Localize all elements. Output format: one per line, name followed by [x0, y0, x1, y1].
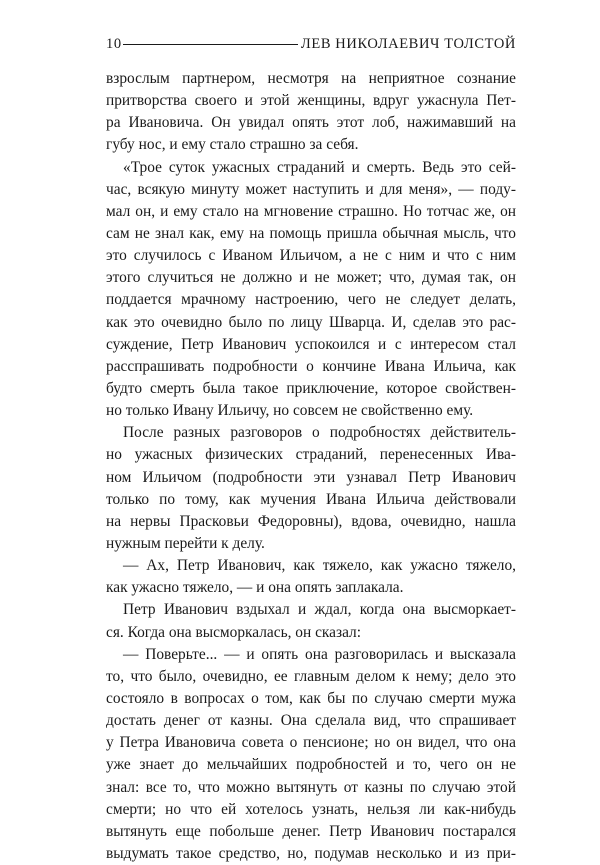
- text-line: поддается мрачному настроению, чего не следует делать,: [106, 291, 516, 309]
- text-line: ра Ивановича. Он увидал опять этот лоб, нажимавший на: [106, 114, 516, 132]
- text-line: взрослым партнером, несмотря на неприятное сознание: [106, 70, 516, 87]
- text-line: нужным перейти к делу.: [106, 534, 265, 552]
- text-line: состояло в вопросах о том, как бы по случаю смерти мужа: [106, 689, 516, 707]
- text-line: смерти; но что ей хотелось узнать, нельзя ли как-нибудь: [106, 800, 516, 818]
- text-line: достать денег от казны. Она сделала вид, что спрашивает: [106, 712, 516, 730]
- text-line: на нервы Прасковьи Федоровны), вдова, очевидно, нашла: [106, 512, 516, 530]
- text-line: будто смерть была такое приключение, которое свойствен-: [106, 379, 516, 397]
- text-line: ном Ильичом (подробности эти узнавал Петр Иванович: [106, 468, 516, 486]
- body-text: [106, 68, 516, 865]
- text-line: как ужасно тяжело, — и она опять заплакала.: [106, 579, 404, 597]
- book-page: [106, 36, 516, 865]
- text-line: выдумать такое средство, но, подумав несколько и из при-: [106, 844, 516, 862]
- header-rule: [123, 44, 298, 45]
- text-line: сам не знал как, ему на помощь пришла обычная мысль, что: [106, 224, 516, 242]
- text-line: суждение, Петр Иванович успокоился и с интересом стал: [106, 335, 516, 353]
- text-line: но только Ивану Ильичу, но совсем не свойственно ему.: [106, 402, 474, 420]
- running-title: ЛЕВ НИКОЛАЕВИЧ ТОЛСТОЙ: [300, 36, 516, 52]
- text-line: как это очевидно было по лицу Шварца. И, сделав это рас-: [106, 313, 516, 331]
- text-line: уже знает до мельчайших подробностей и то, чего он не: [106, 756, 516, 774]
- text-line: то, что было, очевидно, ее главным делом к нему; дело это: [106, 667, 516, 685]
- text-line: вытянуть еще побольше денег. Петр Иванович постарался: [106, 822, 516, 840]
- text-line: — Поверьте... — и опять она разговорилась и высказала: [123, 645, 516, 663]
- text-line: ся. Когда она высморкалась, он сказал:: [106, 623, 361, 641]
- page-header: [106, 36, 516, 56]
- text-line: у Петра Ивановича совета о пенсионе; но он видел, что она: [106, 734, 516, 752]
- text-line: это случилось с Иваном Ильичом, а не с ним и что с ним: [106, 247, 516, 265]
- text-line: этого случиться не должно и не может; что, думая так, он: [106, 269, 516, 287]
- text-line: час, всякую минуту может наступить и для меня», — поду-: [106, 180, 516, 198]
- text-line: «Трое суток ужасных страданий и смерть. Ведь это сей-: [123, 158, 516, 176]
- page-number: 10: [106, 36, 122, 52]
- text-line: знал: все то, что можно вытянуть от казны по случаю этой: [106, 778, 516, 796]
- text-line: мал он, и ему стало на мгновение страшно. Но тотчас же, он: [106, 202, 516, 220]
- text-line: Петр Иванович вздыхал и ждал, когда она высморкает-: [123, 601, 516, 619]
- text-line: губу нос, и ему стало страшно за себя.: [106, 136, 359, 154]
- text-line: После разных разговоров о подробностях действитель-: [123, 424, 516, 442]
- text-line: но ужасных физических страданий, перенесенных Ива-: [106, 446, 516, 464]
- text-line: расспрашивать подробности о кончине Ивана Ильича, как: [106, 357, 516, 375]
- text-line: — Ах, Петр Иванович, как тяжело, как ужасно тяжело,: [123, 557, 516, 575]
- text-line: только по тому, как мучения Ивана Ильича действовали: [106, 490, 516, 508]
- text-line: притворства своего и этой женщины, вдруг ужаснула Пет-: [106, 92, 516, 110]
